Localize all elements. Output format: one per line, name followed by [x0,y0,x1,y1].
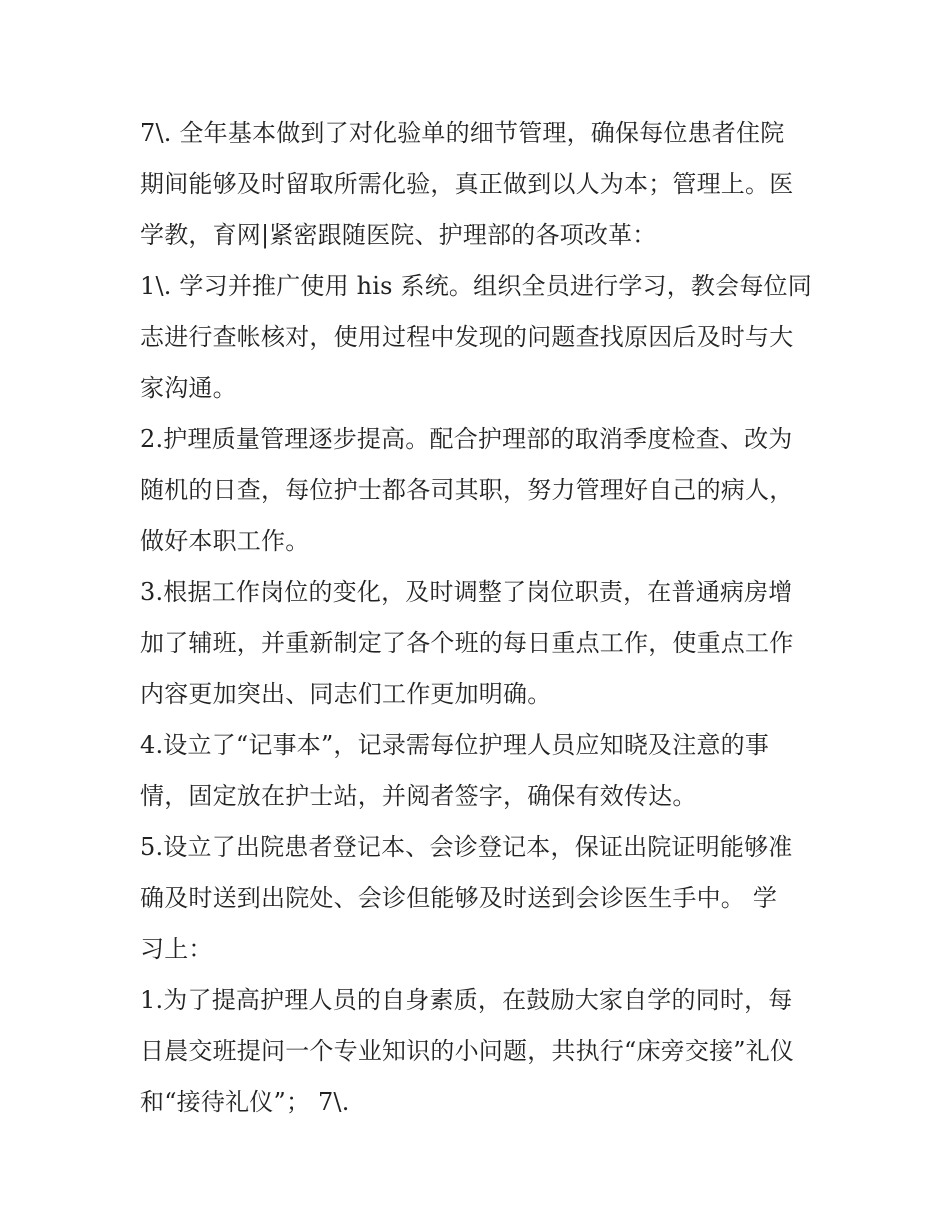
text-line: 内容更加突出、同志们工作更加明确。 [140,680,552,708]
document-body [140,108,820,1128]
text-line: 习上： [140,935,213,963]
text-line: 3.根据工作岗位的变化，及时调整了岗位职责，在普通病房增 [140,578,793,606]
text-line: 4.设立了“记事本”，记录需每位护理人员应知晓及注意的事 [140,731,770,759]
text-line: 日晨交班提问一个专业知识的小问题，共执行“床旁交接”礼仪 [140,1037,795,1065]
text-line: 家沟通。 [140,374,237,402]
text-line: 5.设立了出院患者登记本、会诊登记本，保证出院证明能够准 [140,833,793,861]
text-line: 情，固定放在护士站，并阅者签字，确保有效传达。 [140,782,697,810]
text-line: 做好本职工作。 [140,527,310,555]
text-line: 加了辅班，并重新制定了各个班的每日重点工作，使重点工作 [140,629,794,657]
text-line: 和“接待礼仪”； 7\. [140,1088,350,1116]
text-line: 随机的日查，每位护士都各司其职，努力管理好自己的病人， [140,476,794,504]
text-line: 确及时送到出院处、会诊但能够及时送到会诊医生手中。 学 [140,884,778,912]
text-line: 2.护理质量管理逐步提高。配合护理部的取消季度检查、改为 [140,425,793,453]
text-line: 1\. 学习并推广使用 his 系统。组织全员进行学习，教会每位同 [140,272,812,300]
text-line: 学教，育网|紧密跟随医院、护理部的各项改革： [140,221,657,249]
text-line: 期间能够及时留取所需化验，真正做到以人为本；管理上。医 [140,170,794,198]
text-line: 7\. 全年基本做到了对化验单的细节管理，确保每位患者住院 [140,119,785,147]
text-line: 志进行查帐核对，使用过程中发现的问题查找原因后及时与大 [140,323,794,351]
text-line: 1.为了提高护理人员的自身素质，在鼓励大家自学的同时，每 [140,986,793,1014]
